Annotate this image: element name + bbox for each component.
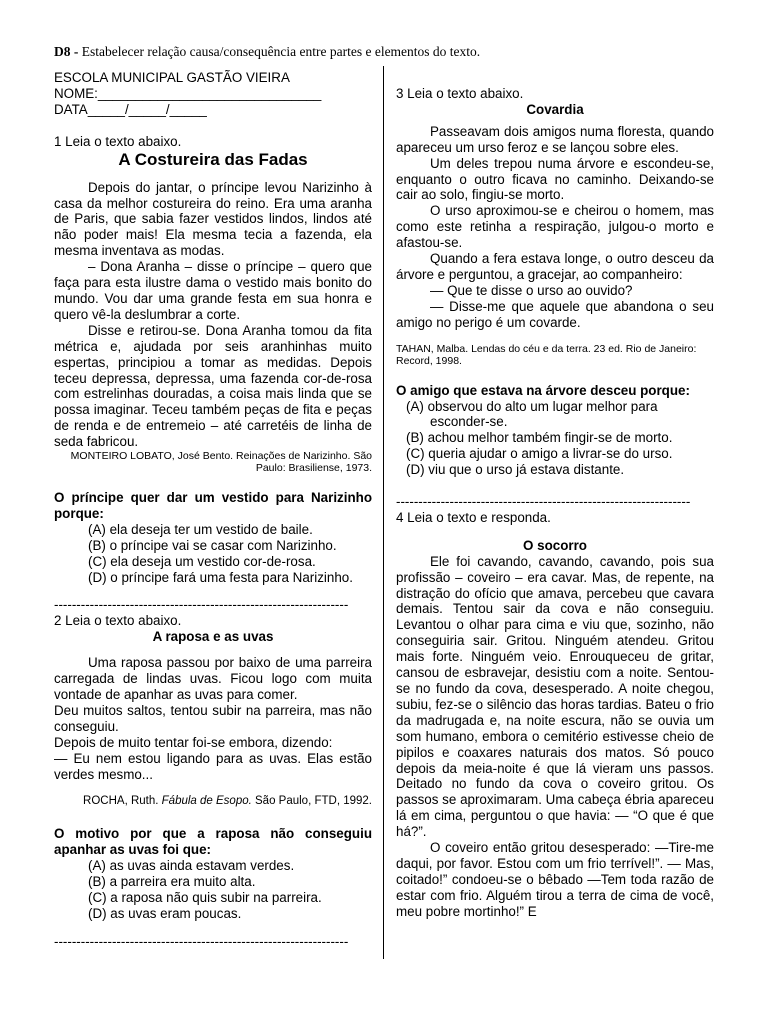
q2-text: Deu muitos saltos, tentou subir na parreira, mas não conseguiu.	[54, 702, 372, 734]
q3-option-c[interactable]: (C) queria ajudar o amigo a livrar-se do urso.	[406, 446, 673, 462]
q1-option-d[interactable]: (D) o príncipe fará uma festa para Narizinho.	[88, 569, 353, 585]
q4-body: Ele foi cavando, cavando, cavando, pois sua profissão – coveiro – era cavar. Mas, de repente, na distração do ofício que amava, percebeu que cavara demais. Tentou sair da cova e não conseguiu. Levantou o olhar para cima e viu que, sozinho, não conseguiria sair. Gritou. Ninguém atendeu. Gritou mais forte. Ninguém veio. Enrouqueceu de gritar, cansou de esbravejar, desistiu com a noite. Sentou-se no fundo da cova, desesperado. A noite chegou, subiu, fez-se o silêncio das horas tardias. Bateu o frio da madrugada e, na noite escura, não se ouvia um som humano, embora o cemitério estivesse cheio de pipilos e coaxares naturais dos matos. Só pouco depois da meia-noite é que lá vieram uns passos. Deitado no fundo da cova o coveiro gritou. Os passos se aproximaram. Uma cabeça ébria apareceu lá em cima, perguntou o que havia: — “O que é que há?”.	[396, 553, 714, 840]
q1-paragraph: Disse e retirou-se. Dona Aranha tomou da fita métrica e, ajudada por seis aranhinhas muito espertas, principiou a tomar as medidas. Depois teceu depressa, depressa, uma fazenda cor-de-rosa com estrelinhas douradas, a coisa mais linda que se possa imaginar. Teceu também peças de fita e peças de renda e de entremeio – até carretéis de linha de seda fabricou.	[54, 322, 372, 450]
q1-question: O príncipe quer dar um vestido para Narizinho porque:	[54, 490, 372, 521]
column-divider	[383, 66, 384, 959]
q3-paragraph: O urso aproximou-se e cheirou o homem, mas como este retinha a respiração, julgou-o morto e afastou-se.	[396, 203, 714, 251]
q3-paragraph: Um deles trepou numa árvore e escondeu-se, enquanto o outro ficava no caminho. Deixando-se cair ao solo, fingiu-se morto.	[396, 155, 714, 203]
descriptor-code: D8 -	[54, 44, 79, 59]
q4-intro: 4 Leia o texto e responda.	[396, 509, 551, 525]
right-column	[396, 86, 714, 920]
q1-paragraph: – Dona Aranha – disse o príncipe – quero que faça para esta ilustre dama o vestido mais bonito do mundo. Vou dar uma grande festa em sua honra e quero vê-la deslumbrar a corte.	[54, 259, 372, 322]
q1-option-c[interactable]: (C) ela deseja um vestido cor-de-rosa.	[88, 553, 316, 569]
q2-question: O motivo por que a raposa não conseguiu apanhar as uvas foi que:	[54, 826, 372, 858]
q3-option-b[interactable]: (B) achou melhor também fingir-se de morto.	[406, 430, 673, 446]
q2-source-title: Fábula de Esopo.	[161, 795, 252, 808]
q2-text: Depois de muito tentar foi-se embora, dizendo:	[54, 734, 333, 750]
descriptor-text: Estabelecer relação causa/consequência entre partes e elementos do texto.	[78, 44, 481, 59]
separator-line: ------------------------------------------------------------------	[396, 494, 691, 510]
q2-option-a[interactable]: (A) as uvas ainda estavam verdes.	[88, 858, 295, 874]
q3-source: TAHAN, Malba. Lendas do céu e da terra. 23 ed. Rio de Janeiro: Record, 1998.	[396, 342, 697, 367]
name-field[interactable]: NOME:______________________________	[54, 85, 322, 101]
separator-line: ------------------------------------------------------------------	[54, 597, 349, 613]
q3-option-a[interactable]: (A) observou do alto um lugar melhor para esconder-se.	[406, 398, 658, 430]
q1-paragraph: Depois do jantar, o príncipe levou Narizinho à casa da melhor costureira do reino. Era uma aranha de Paris, que sabia fazer vestidos lindos, lindos até não poder mais! Ela mesma tecia a fazenda, ela mesma inventava as modas.	[54, 179, 372, 259]
q4-body-continued: O coveiro então gritou desesperado: —Tire-me daqui, por favor. Estou com um frio terrível!”. — Mas, coitado!” condoeu-se o bêbado —Tem toda razão de estar com frio. Alguém tirou a terra de cima de você, meu pobre mortinho!” E	[396, 840, 714, 919]
q3-option-d[interactable]: (D) viu que o urso já estava distante.	[406, 462, 625, 478]
q2-title: A raposa e as uvas	[152, 629, 274, 645]
q1-option-b[interactable]: (B) o príncipe vai se casar com Narizinho.	[88, 537, 337, 553]
school-name: ESCOLA MUNICIPAL GASTÃO VIEIRA	[54, 70, 290, 85]
q1-source: MONTEIRO LOBATO, José Bento. Reinações de Narizinho. São Paulo: Brasiliense, 1973.	[70, 450, 372, 475]
q3-paragraph: — Que te disse o urso ao ouvido?	[430, 282, 633, 298]
q2-option-d[interactable]: (D) as uvas eram poucas.	[88, 905, 242, 921]
q3-paragraph: Quando a fera estava longe, o outro desceu da árvore e perguntou, a gracejar, ao companheiro:	[396, 251, 714, 282]
q3-paragraph: Passeavam dois amigos numa floresta, quando apareceu um urso feroz e se lançou sobre eles.	[396, 123, 714, 155]
separator-line: ------------------------------------------------------------------	[54, 933, 349, 949]
q2-intro: 2 Leia o texto abaixo.	[54, 613, 182, 629]
descriptor-header	[54, 44, 734, 60]
left-column	[54, 70, 372, 950]
q2-source-publisher: São Paulo, FTD, 1992.	[251, 795, 372, 808]
q2-text: Uma raposa passou por baixo de uma parreira carregada de lindas uvas. Ficou logo com muita vontade de apanhar as uvas para comer.	[54, 655, 372, 702]
q2-source-author: ROCHA, Ruth.	[83, 795, 162, 808]
q3-intro: 3 Leia o texto abaixo.	[396, 86, 524, 101]
q2-option-b[interactable]: (B) a parreira era muito alta.	[88, 874, 256, 890]
q1-title: A Costureira das Fadas	[118, 149, 308, 169]
q2-option-c[interactable]: (C) a raposa não quis subir na parreira.	[88, 889, 322, 905]
q4-title: O socorro	[523, 537, 587, 553]
q3-paragraph: — Disse-me que aquele que abandona o seu amigo no perigo é um covarde.	[396, 298, 714, 330]
q3-title: Covardia	[526, 101, 584, 117]
q2-text: — Eu nem estou ligando para as uvas. Elas estão verdes mesmo...	[54, 750, 372, 782]
q2-source	[54, 794, 372, 810]
q3-question: O amigo que estava na árvore desceu porque:	[396, 382, 690, 398]
date-field[interactable]: DATA_____/_____/_____	[54, 101, 207, 117]
q1-intro: 1 Leia o texto abaixo.	[54, 133, 182, 149]
q1-option-a[interactable]: (A) ela deseja ter um vestido de baile.	[88, 521, 313, 537]
